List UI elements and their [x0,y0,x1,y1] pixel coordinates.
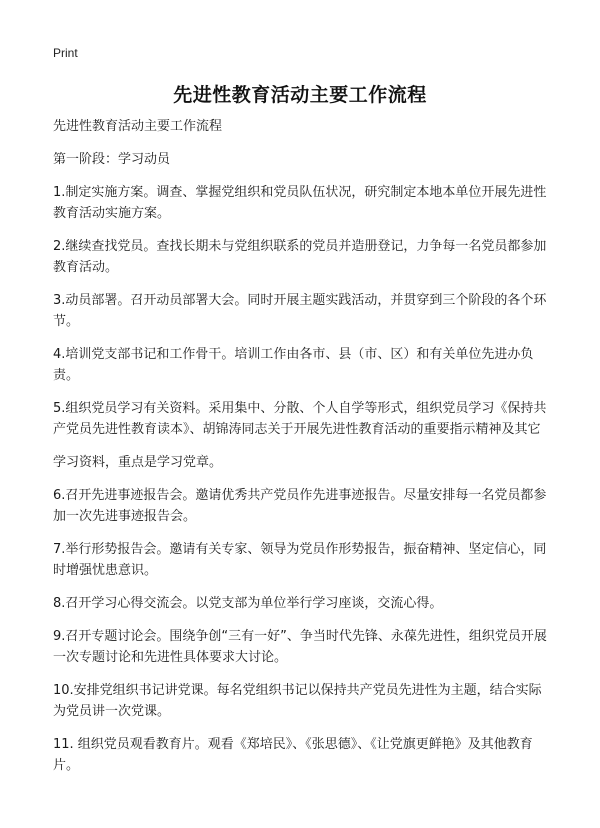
list-item-continuation: 学习资料，重点是学习党章。 [53,455,223,470]
list-item: 11. 组织党员观看教育片。观看《郑培民》、《张思德》、《让党旗更鲜艳》及其他教育片。 [53,737,533,773]
list-item: 8.召开学习心得交流会。以党支部为单位举行学习座谈，交流心得。 [53,596,443,611]
document-subtitle: 先进性教育活动主要工作流程 [53,119,223,134]
list-item: 7.举行形势报告会。邀请有关专家、领导为党员作形势报告，振奋精神、坚定信心，同时增强忧患意识。 [53,542,547,578]
stage-heading: 第一阶段：学习动员 [53,152,171,167]
list-item: 6.召开先进事迹报告会。邀请优秀共产党员作先进事迹报告。尽量安排每一名党员都参加一次先进事迹报告会。 [53,488,547,524]
list-item: 5.组织党员学习有关资料。采用集中、分散、个人自学等形式，组织党员学习《保持共产党员先进性教育读本》、胡锦涛同志关于开展先进性教育活动的重要指示精神及其它 [53,401,547,437]
list-item: 3.动员部署。召开动员部署大会。同时开展主题实践活动，并贯穿到三个阶段的各个环节。 [53,293,547,329]
list-item: 10.安排党组织书记讲党课。每名党组织书记以保持共产党员先进性为主题，结合实际为党员讲一次党课。 [53,683,542,719]
list-item: 2.继续查找党员。查找长期未与党组织联系的党员并造册登记，力争每一名党员都参加教育活动。 [53,239,547,275]
document-body [53,116,553,786]
list-item: 4.培训党支部书记和工作骨干。培训工作由各市、县（市、区）和有关单位先进办负责。 [53,347,534,383]
list-item: 9.召开专题讨论会。围绕争创“三有一好”、争当时代先锋、永葆先进性，组织党员开展一次专题讨论和先进性具体要求大讨论。 [53,629,547,665]
document-title: 先进性教育活动主要工作流程 [173,84,427,106]
print-label[interactable]: Print [53,46,78,60]
list-item: 1.制定实施方案。调查、掌握党组织和党员队伍状况，研究制定本地本单位开展先进性教育活动实施方案。 [53,185,547,221]
